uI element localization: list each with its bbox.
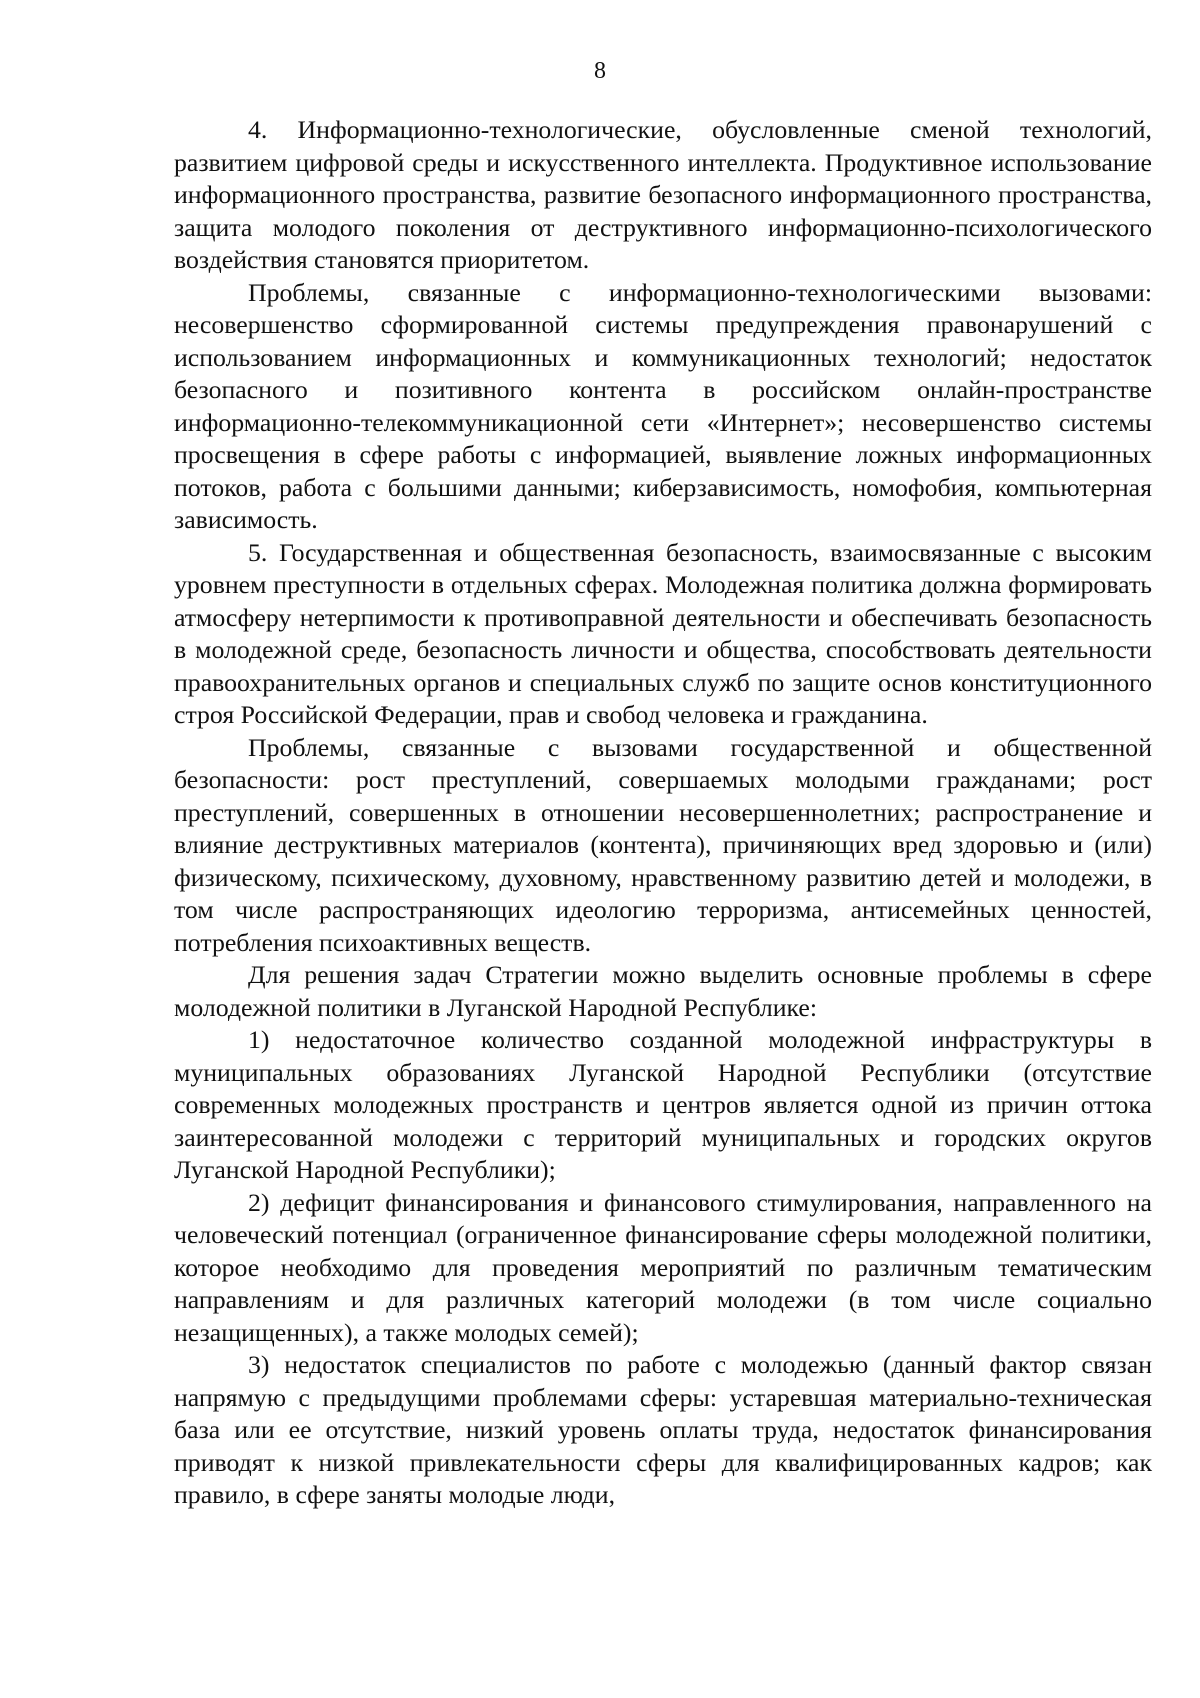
page-number: 8 — [594, 58, 606, 84]
document-body — [174, 114, 1152, 1512]
paragraph-security-problems: Проблемы, связанные с вызовами государственной и общественной безопасности: рост преступлений, совершаемых молодыми гражданами; рост преступлений, совершенных в отношении несовершеннолетних; распространение и влияние деструктивных материалов (контента), причиняющих вред здоровью и (или) физическому, психическому, духовному, нравственному развитию детей и молодежи, в том числе распространяющих идеологию терроризма, антисемейных ценностей, потребления психоактивных веществ. — [174, 732, 1152, 957]
list-item-infrastructure: 1) недостаточное количество созданной молодежной инфраструктуры в муниципальных образованиях Луганской Народной Республики (отсутствие современных молодежных пространств и центров является одной из причин оттока заинтересованной молодежи с территорий муниципальных и городских округов Луганской Народной Республики); — [174, 1025, 1152, 1184]
paragraph-information-technology-problems: Проблемы, связанные с информационно-технологическими вызовами: несовершенство сформированной системы предупреждения правонарушений с использованием информационных и коммуникационных технологий; недостаток безопасного и позитивного контента в российском онлайн-пространстве информационно-телекоммуникационной сети «Интернет»; несовершенство системы просвещения в сфере работы с информацией, выявление ложных информационных потоков, работа с большими данными; киберзависимость, номофобия, компьютерная зависимость. — [174, 277, 1152, 534]
paragraph-strategy-main-problems: Для решения задач Стратегии можно выделить основные проблемы в сфере молодежной политики в Луганской Народной Республике: — [174, 960, 1152, 1022]
paragraph-state-public-security: 5. Государственная и общественная безопасность, взаимосвязанные с высоким уровнем преступности в отдельных сферах. Молодежная политика должна формировать атмосферу нетерпимости к противоправной деятельности и обеспечивать безопасность в молодежной среде, безопасность личности и общества, способствовать деятельности правоохранительных органов и специальных служб по защите основ конституционного строя Российской Федерации, прав и свобод человека и гражданина. — [174, 537, 1152, 729]
list-item-specialists-shortage: 3) недостаток специалистов по работе с молодежью (данный фактор связан напрямую с предыдущими проблемами сферы: устаревшая материально-техническая база или ее отсутствие, низкий уровень оплаты труда, недостаток финансирования приводят к низкой привлекательности сферы для квалифицированных кадров; как правило, в сфере заняты молодые люди, — [174, 1350, 1152, 1509]
paragraph-information-technology-challenges: 4. Информационно-технологические, обусловленные сменой технологий, развитием цифровой среды и искусственного интеллекта. Продуктивное использование информационного пространства, развитие безопасного информационного пространства, защита молодого поколения от деструктивного информационно-психологического воздействия становятся приоритетом. — [174, 115, 1152, 274]
list-item-financing-deficit: 2) дефицит финансирования и финансового стимулирования, направленного на человеческий потенциал (ограниченное финансирование сферы молодежной политики, которое необходимо для проведения мероприятий по различным тематическим направлениям и для различных категорий молодежи (в том числе социально незащищенных), а также молодых семей); — [174, 1187, 1152, 1347]
